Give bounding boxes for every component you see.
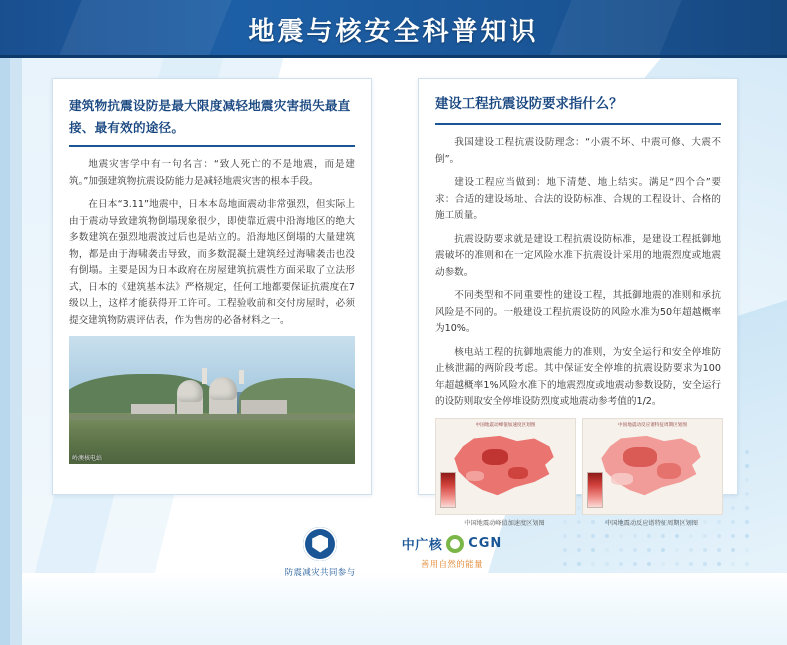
map-caption-1: 中国地震动峰值加速度区划图 bbox=[464, 519, 545, 527]
map-image-1 bbox=[435, 418, 576, 515]
right-paragraph-2: 建设工程应当做到：地下清楚、地上结实。满足“四个合”要求：合适的建设场址、合法的设防标准、合规的工程设计、合格的施工质量。 bbox=[435, 177, 721, 221]
map-caption-2: 中国地震动反应谱特征周期区划图 bbox=[605, 519, 698, 527]
cgn-slogan: 善用自然的能量 bbox=[420, 559, 484, 569]
footer bbox=[0, 517, 787, 587]
cgn-english-name: CGN bbox=[468, 536, 503, 551]
map-patch-1c bbox=[466, 471, 484, 481]
map-figures bbox=[435, 418, 721, 527]
right-paragraph-1: 我国建设工程抗震设防理念：“小震不坏、中震可修、大震不倒”。 bbox=[435, 137, 721, 165]
map-patch-2c bbox=[611, 473, 633, 485]
map-image-2 bbox=[582, 418, 723, 515]
left-paragraph-2: 在日本“3.11”地震中，日本本岛地面震动非常强烈，但实际上由于震动导致建筑物倒塌现象很少，即使靠近震中沿海地区的绝大多数建筑在强烈地震波过后也是站立的。沿海地区倒塌的大量建筑物，都是由于海啸袭击导致，而多数混凝土建筑经过海啸袭击也没有倒塌。主要是因为日本政府在房屋建筑抗震性方面采取了立法形式，日本的《建筑基本法》严格规定，任何工地都要保证抗震度在7级以上，这样才能获得开工许可。工程验收前和交付房屋时，必须提交建筑物防震评估表，作为售房的必备材料之一。 bbox=[69, 199, 355, 326]
right-heading-underline bbox=[435, 123, 721, 125]
left-panel-heading: 建筑物抗震设防是最大限度减轻地震灾害损失最直接、最有效的途径。 bbox=[69, 98, 351, 135]
map-china-outline-1 bbox=[450, 435, 558, 501]
map-china-outline-2 bbox=[597, 435, 705, 501]
map-inner-title-1: 中国地震动峰值加速度区划图 bbox=[475, 422, 536, 428]
cgn-circle-icon bbox=[446, 535, 464, 553]
photo-stack-2 bbox=[239, 370, 244, 384]
photo-caption: 岭澳核电站 bbox=[72, 455, 103, 462]
photo-ground bbox=[69, 413, 355, 464]
photo-stack-1 bbox=[202, 368, 207, 384]
left-paragraph-1: 地震灾害学中有一句名言：“致人死亡的不是地震，而是建筑。”加强建筑物抗震设防能力是减轻地震灾害的根本手段。 bbox=[69, 159, 355, 187]
left-panel-inner bbox=[53, 79, 371, 474]
map-legend-2 bbox=[587, 472, 603, 508]
map-patch-2b bbox=[657, 463, 681, 479]
footer-left-logo-text: 防震减灾共同参与 bbox=[284, 566, 356, 577]
seal-circle bbox=[303, 527, 337, 561]
footer-left-logo bbox=[285, 527, 356, 578]
right-panel-inner bbox=[419, 79, 737, 537]
map-patch-1a bbox=[482, 449, 508, 465]
right-paragraph-4: 不同类型和不同重要性的建设工程，其抵御地震的准则和承抗风险是不同的。一般建设工程抗震设防的风险水准为50年超越概率为10%。 bbox=[435, 290, 721, 334]
right-paragraph-5: 核电站工程的抗御地震能力的准则，为安全运行和安全停堆防止核泄漏的两阶段考虑。其中保证安全停堆的抗震设防要求为100年超越概率1%风险水准下的地震烈度或地震动参数设防，安全运行的设防则取安全停堆设防烈度或地震动参考值的1/2。 bbox=[435, 346, 721, 407]
left-heading-underline bbox=[69, 145, 355, 147]
photo-containment-dome-2 bbox=[209, 377, 237, 400]
cgn-chinese-name: 中广核 bbox=[401, 538, 443, 553]
right-panel-body bbox=[435, 135, 721, 411]
photo-pier bbox=[69, 414, 355, 420]
map-patch-1b bbox=[508, 467, 528, 479]
map-figure-2 bbox=[582, 418, 721, 527]
header bbox=[0, 0, 787, 58]
cgn-logo-row bbox=[402, 534, 503, 553]
footer-right-logo bbox=[402, 534, 503, 570]
right-panel-heading: 建设工程抗震设防要求指什么？ bbox=[435, 97, 623, 112]
nuclear-plant-photo bbox=[69, 336, 355, 464]
photo-containment-dome-1 bbox=[177, 380, 203, 402]
left-panel bbox=[52, 78, 372, 495]
left-panel-body bbox=[69, 157, 355, 329]
page-title: 地震与核安全科普知识 bbox=[248, 16, 539, 47]
right-panel bbox=[418, 78, 738, 527]
map-inner-title-2: 中国地震动反应谱特征周期区划图 bbox=[618, 422, 687, 428]
map-figure-1 bbox=[435, 418, 574, 527]
right-paragraph-3: 抗震设防要求就是建设工程抗震设防标准，是建设工程抵御地震破坏的准则和在一定风险水准下抗震设计采用的地震烈度或地震动参数。 bbox=[435, 233, 721, 278]
shield-seal-icon bbox=[303, 527, 337, 561]
map-patch-2a bbox=[623, 447, 657, 467]
map-legend-1 bbox=[440, 472, 456, 508]
